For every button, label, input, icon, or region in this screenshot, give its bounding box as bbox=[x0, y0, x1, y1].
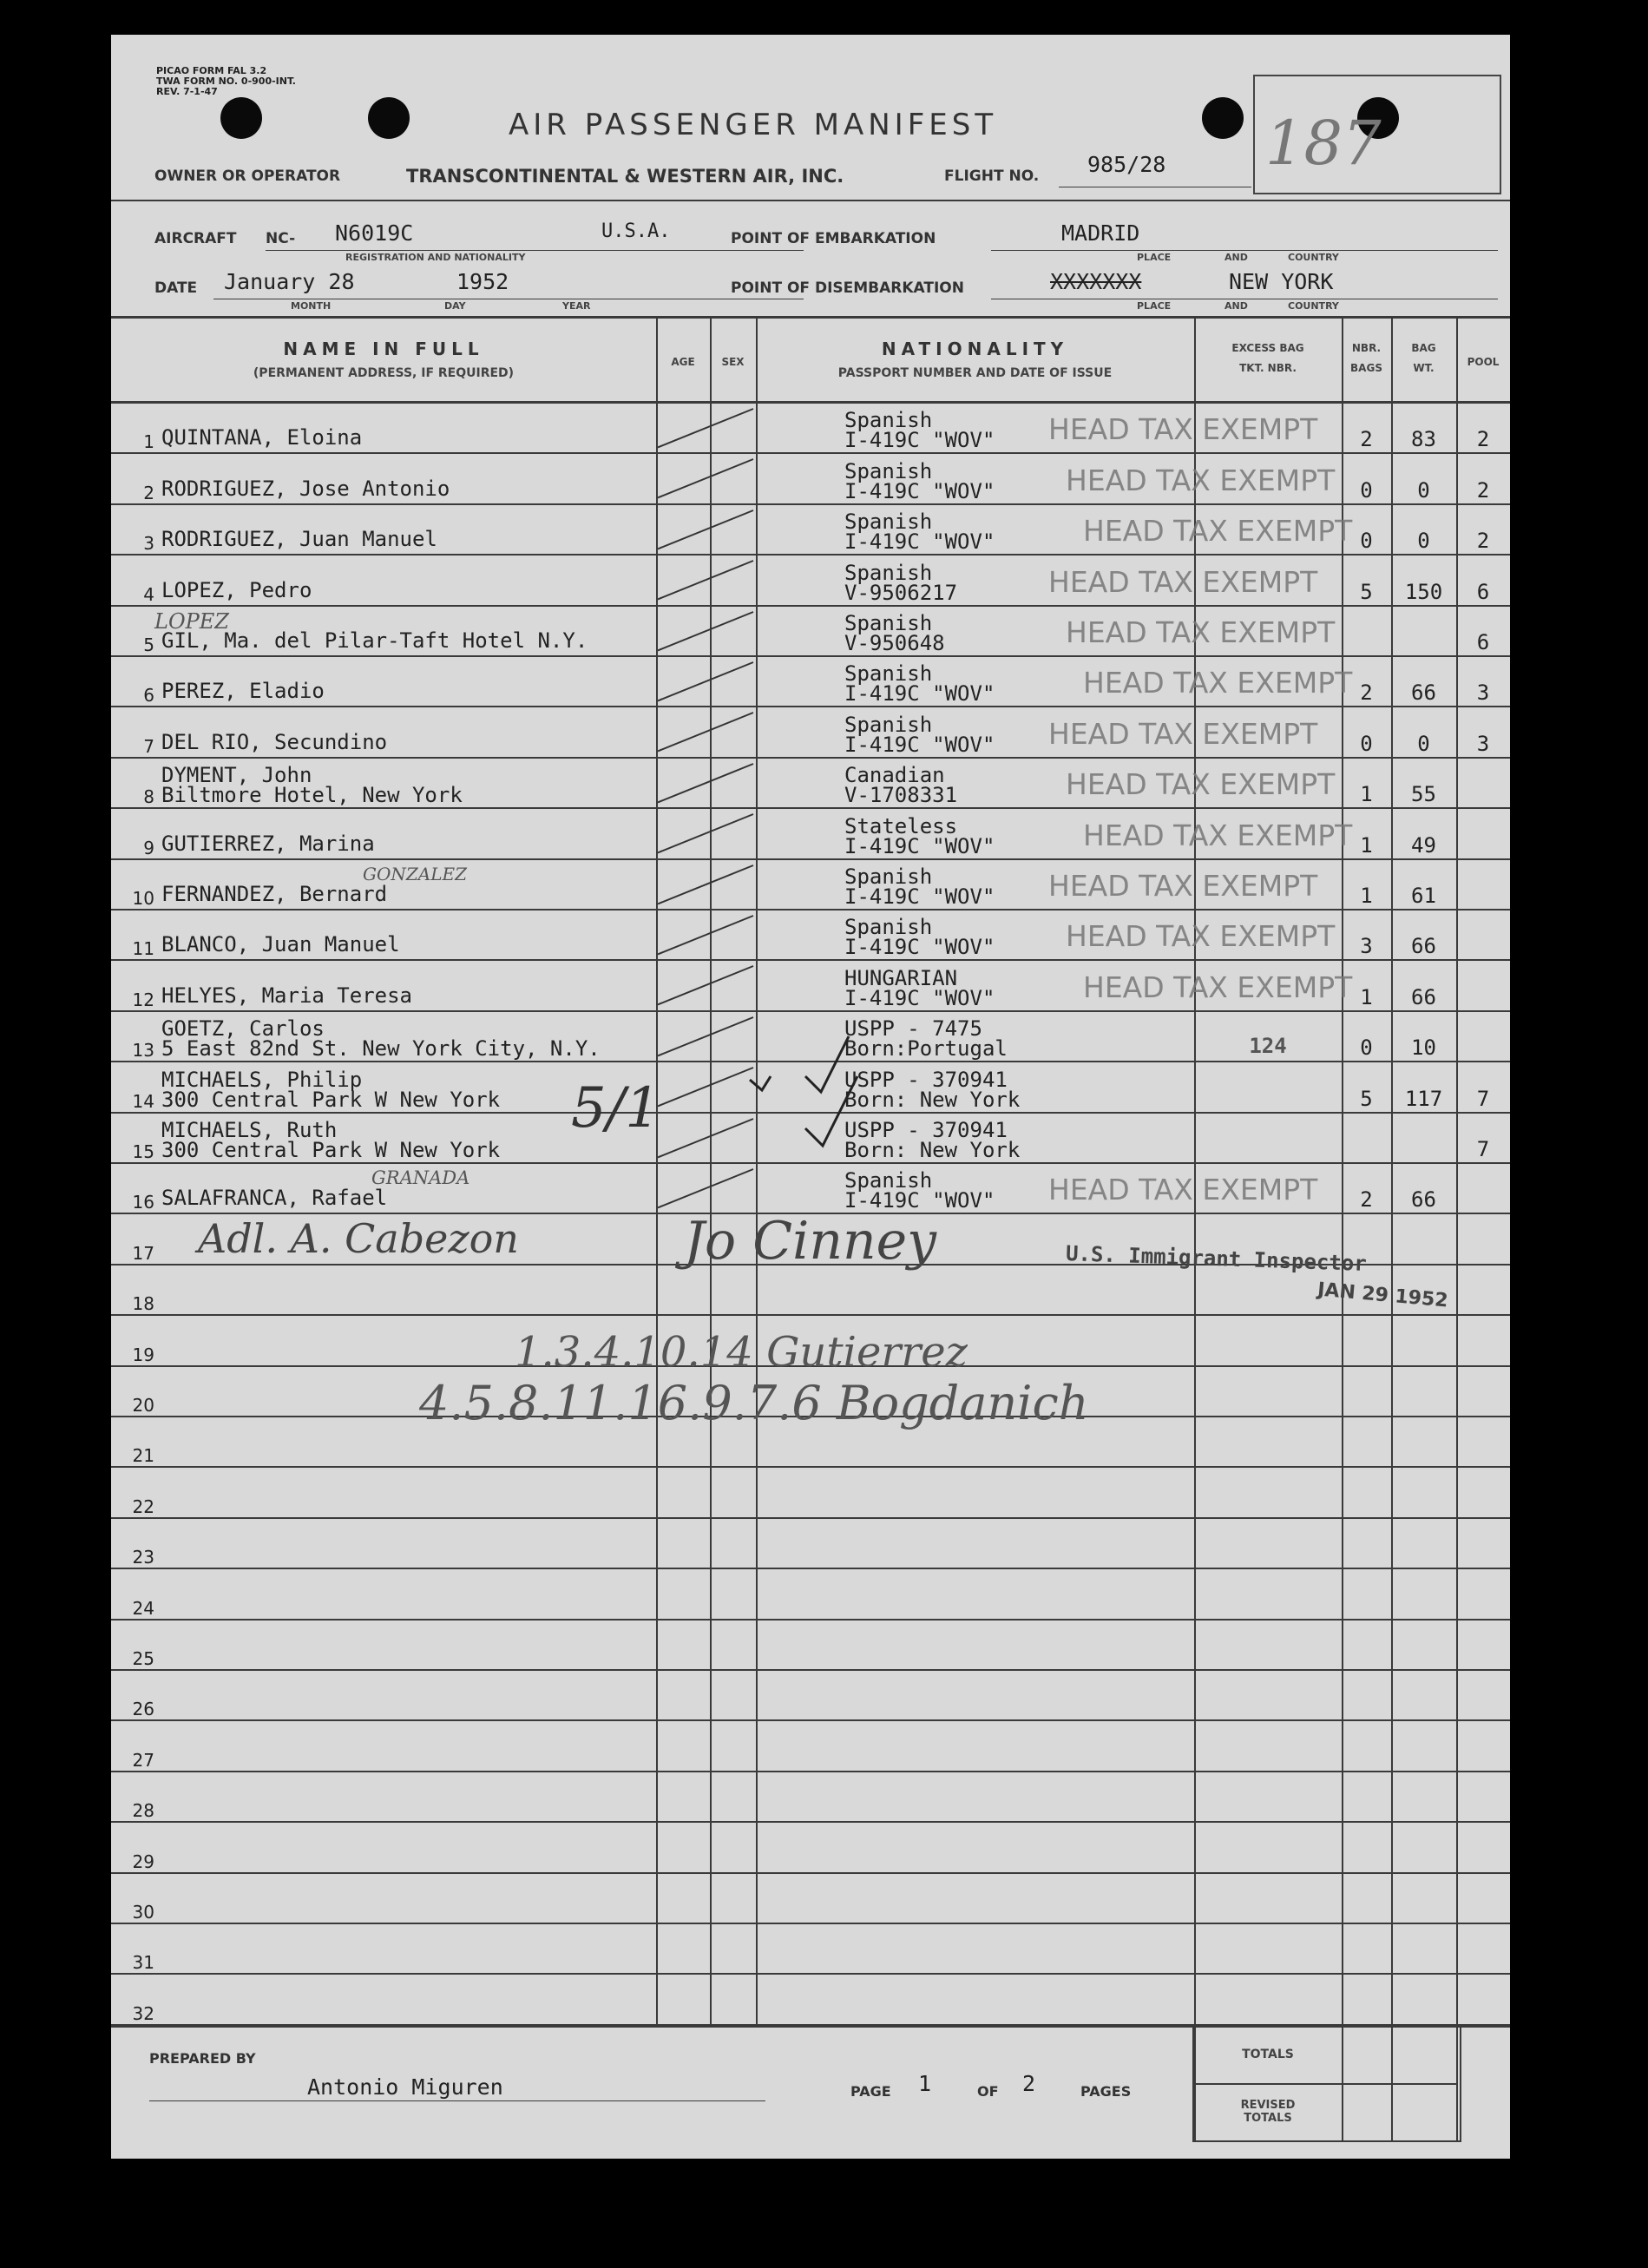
embarkation-label: POINT OF EMBARKATION bbox=[731, 230, 936, 247]
col-header-age: AGE bbox=[671, 356, 695, 368]
pool-number: 7 bbox=[1476, 1136, 1490, 1161]
passport-number: I-419C "WOV" bbox=[844, 1188, 995, 1213]
punch-hole bbox=[1202, 97, 1244, 139]
col-header-excess-line: EXCESS BAG bbox=[1231, 342, 1304, 354]
nationality: Spanish bbox=[844, 610, 933, 635]
passport-number: Born: New York bbox=[844, 1087, 1021, 1112]
page-number: 1 bbox=[918, 2071, 932, 2096]
bag-count: 5 bbox=[1360, 579, 1373, 604]
table-row bbox=[111, 707, 1510, 758]
col-header-bag-line: WT. bbox=[1413, 362, 1435, 374]
row-number: 30 bbox=[132, 1901, 154, 1923]
aircraft-sub-label: REGISTRATION AND NATIONALITY bbox=[345, 252, 526, 263]
col-header-excess bbox=[1194, 342, 1342, 375]
head-tax-exempt-stamp: HEAD TAX EXEMPT bbox=[1083, 818, 1353, 852]
bag-count: 3 bbox=[1360, 934, 1373, 959]
row-number: 16 bbox=[132, 1192, 154, 1213]
handwritten-gonzalez: GONZALEZ bbox=[363, 864, 467, 884]
embarkation-place: MADRID bbox=[1061, 220, 1140, 246]
nationality: Spanish bbox=[844, 915, 933, 940]
place-sub-label: PLACE bbox=[1137, 300, 1172, 312]
nationality: Spanish bbox=[844, 509, 933, 535]
date-year: 1952 bbox=[456, 269, 509, 294]
month-sub-label: MONTH bbox=[291, 300, 332, 312]
bag-count: 2 bbox=[1360, 680, 1373, 706]
disembarkation-country: NEW YORK bbox=[1229, 269, 1334, 294]
table-row bbox=[111, 1671, 1510, 1721]
table-row bbox=[111, 555, 1510, 606]
row-number: 9 bbox=[143, 837, 154, 858]
col-header-pool: POOL bbox=[1467, 356, 1500, 368]
col-header-nbr-line: BAGS bbox=[1350, 362, 1382, 374]
passport-number: Born:Portugal bbox=[844, 1036, 1008, 1062]
row-number: 6 bbox=[143, 685, 154, 707]
aircraft-label: AIRCRAFT bbox=[154, 230, 237, 247]
table-row bbox=[111, 1620, 1510, 1671]
handwritten-inspector-signature: Jo Cinney bbox=[684, 1211, 937, 1272]
head-tax-exempt-stamp: HEAD TAX EXEMPT bbox=[1083, 666, 1353, 700]
bag-weight: 0 bbox=[1417, 731, 1430, 756]
passenger-name: FERNANDEZ, Bernard bbox=[161, 881, 388, 906]
row-number: 11 bbox=[132, 938, 154, 960]
bag-count: 0 bbox=[1360, 1035, 1373, 1061]
divider bbox=[266, 250, 804, 251]
tick-slash-icon bbox=[658, 707, 758, 758]
table-row bbox=[111, 1721, 1510, 1772]
passenger-address: 300 Central Park W New York bbox=[161, 1137, 501, 1162]
passenger-name: BLANCO, Juan Manuel bbox=[161, 932, 400, 957]
passport-number: I-419C "WOV" bbox=[844, 935, 995, 960]
check-mark-icon bbox=[805, 1036, 849, 1092]
handwritten-row14-mark: 5/1 bbox=[571, 1076, 660, 1141]
row-number: 28 bbox=[132, 1800, 154, 1822]
handwritten-row17: Adl. A. Cabezon bbox=[198, 1215, 519, 1262]
passenger-name: DYMENT, John bbox=[161, 763, 312, 788]
punch-hole bbox=[368, 97, 410, 139]
table-row bbox=[111, 505, 1510, 555]
disembarkation-label: POINT OF DISEMBARKATION bbox=[731, 279, 964, 297]
check-marks bbox=[597, 1024, 892, 1198]
page-label: PAGE bbox=[850, 2083, 891, 2100]
revised-totals-line: TOTALS bbox=[1244, 2112, 1292, 2125]
bag-count: 0 bbox=[1360, 529, 1373, 554]
row-number: 23 bbox=[132, 1547, 154, 1568]
revised-totals-line: REVISED bbox=[1240, 2099, 1296, 2112]
handwritten-granada: GRANADA bbox=[371, 1167, 470, 1188]
head-tax-exempt-stamp: HEAD TAX EXEMPT bbox=[1083, 514, 1353, 549]
head-tax-exempt-stamp: HEAD TAX EXEMPT bbox=[1066, 919, 1336, 954]
bag-count: 1 bbox=[1360, 832, 1373, 858]
head-tax-exempt-stamp: HEAD TAX EXEMPT bbox=[1066, 615, 1336, 649]
inspector-date: JAN 29 1952 bbox=[1316, 1279, 1449, 1312]
passport-number: Born: New York bbox=[844, 1137, 1021, 1162]
head-tax-exempt-stamp: HEAD TAX EXEMPT bbox=[1048, 412, 1318, 447]
tick-slash-icon bbox=[658, 607, 758, 657]
bag-count: 1 bbox=[1360, 984, 1373, 1009]
nationality: HUNGARIAN bbox=[844, 965, 958, 990]
divider bbox=[111, 200, 1510, 201]
row-number: 19 bbox=[132, 1344, 154, 1365]
aircraft-nationality: U.S.A. bbox=[601, 220, 671, 242]
row-number: 14 bbox=[132, 1090, 154, 1112]
tick-slash-icon bbox=[658, 505, 758, 555]
passenger-address: 5 East 82nd St. New York City, N.Y. bbox=[161, 1036, 601, 1062]
col-header-excess-line: TKT. NBR. bbox=[1239, 362, 1297, 374]
passenger-name: RODRIGUEZ, Juan Manuel bbox=[161, 527, 437, 552]
head-tax-exempt-stamp: HEAD TAX EXEMPT bbox=[1066, 767, 1336, 802]
tick-slash-icon bbox=[658, 860, 758, 910]
disembarkation-place: XXXXXXX bbox=[1050, 269, 1142, 294]
nationality: Spanish bbox=[844, 560, 933, 585]
punch-hole bbox=[220, 97, 262, 139]
passenger-name: QUINTANA, Eloina bbox=[161, 425, 363, 450]
tick-slash-icon bbox=[658, 759, 758, 809]
handwritten-row20: 4.5.8.11.16.9.7.6 Bogdanich bbox=[419, 1376, 1089, 1430]
handwritten-lopez: LOPEZ bbox=[154, 609, 229, 634]
bag-weight: 10 bbox=[1411, 1035, 1436, 1061]
form-id-line: PICAO FORM FAL 3.2 bbox=[156, 65, 267, 76]
tick-slash-icon bbox=[658, 809, 758, 859]
revised-totals-label bbox=[1194, 2099, 1342, 2125]
passenger-name: LOPEZ, Pedro bbox=[161, 577, 312, 602]
passport-number: I-419C "WOV" bbox=[844, 985, 995, 1010]
row-number: 8 bbox=[143, 786, 154, 808]
row-number: 2 bbox=[143, 482, 154, 503]
page-title: AIR PASSENGER MANIFEST bbox=[509, 108, 998, 142]
aircraft-registration: N6019C bbox=[335, 220, 414, 246]
bag-weight: 0 bbox=[1417, 477, 1430, 503]
row-number: 1 bbox=[143, 431, 154, 453]
col-header-nbr bbox=[1342, 342, 1391, 375]
head-tax-exempt-stamp: HEAD TAX EXEMPT bbox=[1048, 1173, 1318, 1207]
head-tax-exempt-stamp: HEAD TAX EXEMPT bbox=[1048, 716, 1318, 751]
row-number: 26 bbox=[132, 1699, 154, 1720]
date-month-day: January 28 bbox=[224, 269, 355, 294]
table-row bbox=[111, 910, 1510, 961]
nationality: USPP - 370941 bbox=[844, 1067, 1008, 1092]
row-number: 29 bbox=[132, 1851, 154, 1872]
tick-slash-icon bbox=[658, 404, 758, 454]
and-sub-label: AND bbox=[1225, 300, 1248, 312]
head-tax-exempt-stamp: HEAD TAX EXEMPT bbox=[1083, 970, 1353, 1004]
aircraft-prefix: NC- bbox=[266, 230, 296, 247]
day-sub-label: DAY bbox=[444, 300, 466, 312]
bag-weight: 55 bbox=[1411, 782, 1436, 807]
row-number: 31 bbox=[132, 1952, 154, 1974]
table-row bbox=[111, 607, 1510, 657]
year-sub-label: YEAR bbox=[562, 300, 591, 312]
table-row bbox=[111, 1924, 1510, 1975]
bag-count: 0 bbox=[1360, 477, 1373, 503]
passenger-name: GOETZ, Carlos bbox=[161, 1016, 325, 1042]
nationality: USPP - 370941 bbox=[844, 1117, 1008, 1142]
bag-weight: 66 bbox=[1411, 934, 1436, 959]
passport-number: V-1708331 bbox=[844, 783, 958, 808]
nationality: Stateless bbox=[844, 813, 958, 838]
bag-count: 1 bbox=[1360, 782, 1373, 807]
tick-slash-icon bbox=[658, 555, 758, 606]
nationality: Spanish bbox=[844, 458, 933, 483]
nationality: Canadian bbox=[844, 763, 945, 788]
passport-number: V-950648 bbox=[844, 630, 945, 655]
row-number: 10 bbox=[132, 887, 154, 909]
table-row bbox=[111, 961, 1510, 1011]
passport-number: I-419C "WOV" bbox=[844, 478, 995, 503]
operator-name: TRANSCONTINENTAL & WESTERN AIR, INC. bbox=[406, 166, 844, 187]
form-id-line: TWA FORM NO. 0-900-INT. bbox=[156, 76, 296, 87]
row-number: 5 bbox=[143, 634, 154, 655]
row-number: 22 bbox=[132, 1496, 154, 1517]
bag-weight: 0 bbox=[1417, 529, 1430, 554]
nationality: Spanish bbox=[844, 408, 933, 433]
bag-count: 5 bbox=[1360, 1086, 1373, 1111]
country-sub-label: COUNTRY bbox=[1288, 252, 1339, 263]
table-row bbox=[111, 809, 1510, 859]
passport-number: I-419C "WOV" bbox=[844, 732, 995, 757]
passenger-name: MICHAELS, Ruth bbox=[161, 1117, 338, 1142]
passenger-name: RODRIGUEZ, Jose Antonio bbox=[161, 476, 450, 501]
check-mark-icon bbox=[750, 1076, 771, 1090]
row-number: 21 bbox=[132, 1445, 154, 1467]
passenger-name: GUTIERREZ, Marina bbox=[161, 831, 375, 856]
bag-count: 2 bbox=[1360, 1187, 1373, 1213]
col-header-nbr-line: NBR. bbox=[1351, 342, 1382, 354]
passenger-name: SALAFRANCA, Rafael bbox=[161, 1186, 388, 1211]
check-mark-icon bbox=[805, 1076, 857, 1146]
pool-number: 2 bbox=[1476, 477, 1490, 503]
pool-number: 2 bbox=[1476, 427, 1490, 452]
country-sub-label: COUNTRY bbox=[1288, 300, 1339, 312]
table-row bbox=[111, 1874, 1510, 1924]
col-header-bag-line: BAG bbox=[1411, 342, 1436, 354]
table-row bbox=[111, 657, 1510, 707]
passport-number: V-9506217 bbox=[844, 580, 958, 605]
nationality: Spanish bbox=[844, 1168, 933, 1193]
row-number: 12 bbox=[132, 989, 154, 1010]
passenger-name: HELYES, Maria Teresa bbox=[161, 983, 412, 1008]
handwritten-row19: 1.3.4.10.14 Gutierrez bbox=[515, 1328, 968, 1377]
owner-label: OWNER OR OPERATOR bbox=[154, 168, 341, 185]
nationality: Spanish bbox=[844, 661, 933, 687]
row-number: 24 bbox=[132, 1597, 154, 1619]
passenger-name: DEL RIO, Secundino bbox=[161, 729, 388, 754]
col-header-name: NAME IN FULL bbox=[283, 339, 484, 359]
passenger-name: MICHAELS, Philip bbox=[161, 1067, 363, 1092]
table-row bbox=[111, 1468, 1510, 1518]
col-header-bag bbox=[1391, 342, 1456, 375]
col-header-name-sub: (PERMANENT ADDRESS, IF REQUIRED) bbox=[253, 366, 515, 380]
row-number: 15 bbox=[132, 1141, 154, 1162]
row-number: 7 bbox=[143, 735, 154, 757]
pool-number: 6 bbox=[1476, 579, 1490, 604]
col-header-sex: SEX bbox=[721, 356, 745, 368]
head-tax-exempt-stamp: HEAD TAX EXEMPT bbox=[1066, 463, 1336, 497]
row-number: 32 bbox=[132, 2002, 154, 2024]
nationality: Spanish bbox=[844, 712, 933, 737]
date-label: DATE bbox=[154, 279, 198, 297]
bag-weight: 83 bbox=[1411, 427, 1436, 452]
head-tax-exempt-stamp: HEAD TAX EXEMPT bbox=[1048, 868, 1318, 903]
manifest-sheet bbox=[111, 35, 1510, 2159]
table-row bbox=[111, 1772, 1510, 1823]
place-sub-label: PLACE bbox=[1137, 252, 1172, 263]
row-number: 25 bbox=[132, 1647, 154, 1669]
table-row bbox=[111, 759, 1510, 809]
pool-number: 3 bbox=[1476, 731, 1490, 756]
row-number: 3 bbox=[143, 533, 154, 555]
totals-box bbox=[1192, 2028, 1461, 2142]
inspector-stamp: U.S. Immigrant Inspector bbox=[1065, 1240, 1368, 1277]
page-total: 2 bbox=[1022, 2071, 1036, 2096]
row-number: 17 bbox=[132, 1242, 154, 1264]
tick-slash-icon bbox=[658, 910, 758, 961]
bag-weight: 61 bbox=[1411, 883, 1436, 908]
nationality: USPP - 7475 bbox=[844, 1016, 982, 1042]
bag-count: 1 bbox=[1360, 883, 1373, 908]
passenger-name: GIL, Ma. del Pilar-Taft Hotel N.Y. bbox=[161, 628, 588, 653]
pool-number: 7 bbox=[1476, 1086, 1490, 1111]
col-header-nationality-sub: PASSPORT NUMBER AND DATE OF ISSUE bbox=[837, 366, 1113, 380]
divider bbox=[1192, 2083, 1458, 2085]
table-row bbox=[111, 1569, 1510, 1620]
bag-weight: 66 bbox=[1411, 680, 1436, 706]
passenger-name: PEREZ, Eladio bbox=[161, 679, 325, 704]
and-sub-label: AND bbox=[1225, 252, 1248, 263]
tick-slash-icon bbox=[658, 657, 758, 707]
passport-number: I-419C "WOV" bbox=[844, 681, 995, 707]
table-top-border bbox=[111, 316, 1510, 319]
table-row bbox=[111, 1519, 1510, 1569]
nationality: Spanish bbox=[844, 864, 933, 889]
passport-number: I-419C "WOV" bbox=[844, 884, 995, 909]
divider bbox=[149, 2100, 765, 2101]
row-number: 13 bbox=[132, 1040, 154, 1062]
row-number: 20 bbox=[132, 1394, 154, 1416]
bag-count: 2 bbox=[1360, 427, 1373, 452]
flight-number: 985/28 bbox=[1087, 152, 1166, 177]
tick-slash-icon bbox=[658, 961, 758, 1011]
bag-weight: 66 bbox=[1411, 984, 1436, 1009]
pool-number: 6 bbox=[1476, 629, 1490, 654]
flight-label: FLIGHT NO. bbox=[944, 168, 1040, 185]
form-id bbox=[156, 66, 296, 97]
row-number: 4 bbox=[143, 583, 154, 605]
excess-ticket: 124 bbox=[1249, 1034, 1287, 1059]
head-tax-exempt-stamp: HEAD TAX EXEMPT bbox=[1048, 564, 1318, 599]
prepared-by-name: Antonio Miguren bbox=[307, 2074, 503, 2100]
bag-weight: 66 bbox=[1411, 1187, 1436, 1213]
pool-number: 3 bbox=[1476, 680, 1490, 706]
passport-number: I-419C "WOV" bbox=[844, 428, 995, 453]
passport-number: I-419C "WOV" bbox=[844, 833, 995, 858]
form-id-line: REV. 7-1-47 bbox=[156, 86, 218, 97]
bag-count: 0 bbox=[1360, 731, 1373, 756]
passenger-address: Biltmore Hotel, New York bbox=[161, 783, 463, 808]
passenger-address: 300 Central Park W New York bbox=[161, 1087, 501, 1112]
col-header-nationality: NATIONALITY bbox=[881, 339, 1069, 359]
bag-weight: 150 bbox=[1404, 579, 1443, 604]
divider bbox=[991, 250, 1498, 251]
bag-weight: 117 bbox=[1404, 1086, 1443, 1111]
corner-number: 187 bbox=[1265, 108, 1382, 179]
table-row bbox=[111, 1823, 1510, 1873]
table-row bbox=[111, 860, 1510, 910]
row-number: 27 bbox=[132, 1749, 154, 1771]
tick-slash-icon bbox=[658, 454, 758, 504]
passport-number: I-419C "WOV" bbox=[844, 529, 995, 555]
row-number: 18 bbox=[132, 1293, 154, 1315]
pages-label: PAGES bbox=[1080, 2083, 1132, 2100]
table-row bbox=[111, 1975, 1510, 2025]
table-row bbox=[111, 404, 1510, 454]
prepared-by-label: PREPARED BY bbox=[149, 2050, 256, 2067]
table-row bbox=[111, 454, 1510, 504]
totals-label: TOTALS bbox=[1242, 2048, 1294, 2061]
of-label: OF bbox=[977, 2083, 999, 2100]
bag-weight: 49 bbox=[1411, 832, 1436, 858]
pool-number: 2 bbox=[1476, 529, 1490, 554]
